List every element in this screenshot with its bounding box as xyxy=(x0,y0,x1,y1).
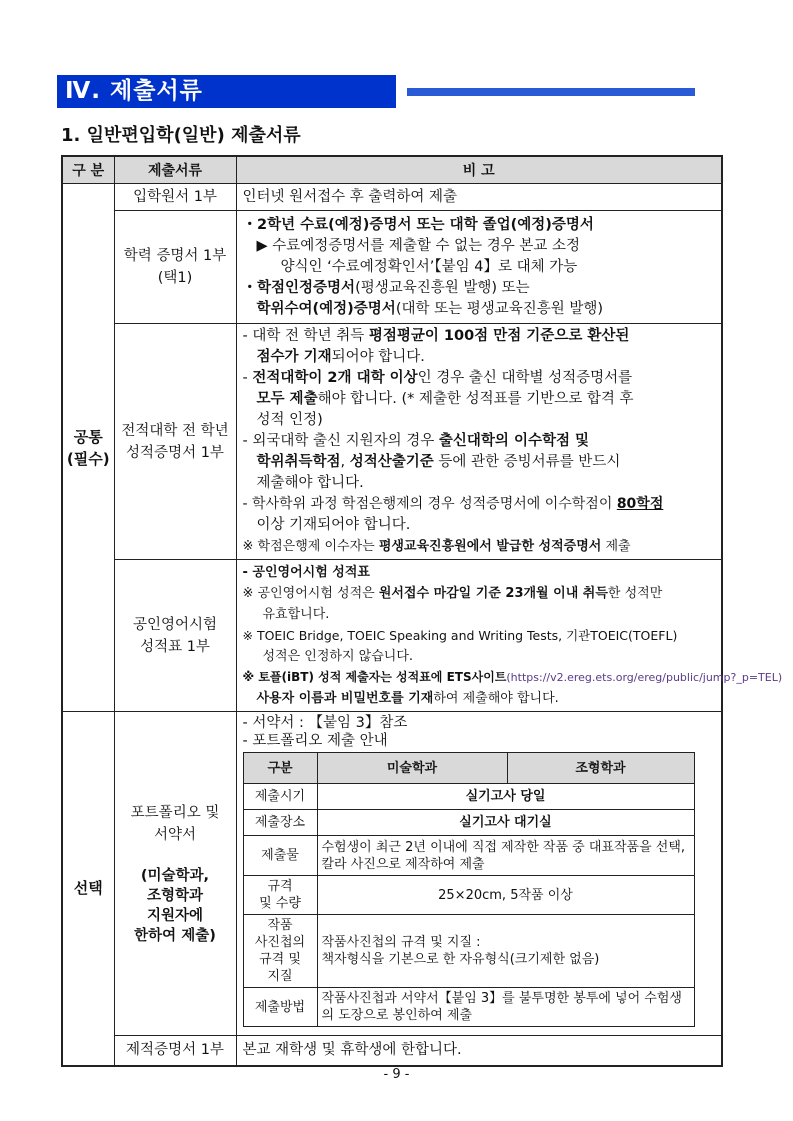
page-number: - 9 - xyxy=(383,1067,410,1082)
en-text: 유효합니다. xyxy=(262,607,330,622)
category-common: 공통 (필수) xyxy=(62,184,114,712)
portfolio-doc-note: (미술학과, 조형학과 지원자에 한하여 제출) xyxy=(134,867,216,944)
inner-label: 제출물 xyxy=(243,836,317,876)
tr-text: - 대학 전 학년 취득 xyxy=(242,328,369,344)
tr-text: 성적 인정) xyxy=(256,412,323,428)
tr-text: 평점평균이 100점 만점 기준으로 환산된 xyxy=(368,328,630,344)
inner-value: 실기고사 당일 xyxy=(317,784,694,810)
inner-value: 작품사진첩의 규격 및 지질 : 책자형식을 기본으로 한 자유형식(크기제한 없음) xyxy=(317,915,694,988)
header-remarks: 비 고 xyxy=(236,156,722,184)
inner-label: 제출장소 xyxy=(243,810,317,836)
tr-text: - 학사학위 과정 학점은행제의 경우 성적증명서에 이수학점이 xyxy=(242,496,617,512)
tr-text: - 외국대학 출신 지원자의 경우 xyxy=(242,433,439,449)
inner-value: 실기고사 대기실 xyxy=(317,810,694,836)
portfolio-doc-label: 포트폴리오 및 서약서 xyxy=(130,804,220,843)
edu-line-4b: (평생교육진흥원 발행) 또는 xyxy=(355,279,530,296)
inner-value: 25×20cm, 5작품 이상 xyxy=(317,876,694,915)
tr-text: 해야 합니다. (* 제출한 성적표를 기반으로 합격 후 xyxy=(317,391,634,407)
tr-text: ※ 학점은행제 이수자는 xyxy=(242,539,379,554)
pf-text: - 서약서 : 【붙임 3】참조 xyxy=(242,715,408,731)
doc-portfolio xyxy=(114,712,236,1036)
edu-line-1: ・2학년 수료(예정)증명서 또는 대학 졸업(예정)증명서 xyxy=(242,216,594,233)
tr-text: 모두 제출 xyxy=(256,391,318,407)
tr-text: 평생교육진흥원에서 발급한 성적증명서 xyxy=(378,539,602,554)
en-text: 한 성적만 xyxy=(607,586,663,601)
tr-text: 전적대학이 2개 대학 이상 xyxy=(252,370,418,386)
inner-label: 제출시기 xyxy=(243,784,317,810)
tr-text: 제출해야 합니다. xyxy=(256,475,364,491)
note-english xyxy=(236,560,783,712)
en-text: ※ TOEIC Bridge, TOEIC Speaking and Writing Tests, 기관TOEIC(TOEFL) xyxy=(242,628,678,643)
en-text: 원서접수 마감일 기준 23개월 이내 취득 xyxy=(378,586,608,601)
edu-line-5b: (대학 또는 평생교육진흥원 발행) xyxy=(395,300,604,317)
en-text: ※ 공인영어시험 성적은 xyxy=(242,586,379,601)
title-rule xyxy=(407,88,695,96)
edu-line-2: ▶ 수료예정증명서를 제출할 수 없는 경우 본교 소정 xyxy=(256,237,581,254)
doc-enrollment: 제적증명서 1부 xyxy=(114,1036,236,1066)
table-row xyxy=(62,712,722,1036)
tr-text: 이상 기재되어야 합니다. xyxy=(256,517,411,533)
table-row xyxy=(62,184,722,211)
note-transcript xyxy=(236,324,722,560)
en-text: 사용자 이름과 비밀번호를 기재 xyxy=(256,691,434,706)
table-row xyxy=(62,211,722,324)
inner-value: 수험생이 최근 2년 이내에 직접 제작한 작품 중 대표작품을 선택, 칼라 사진으로 제작하여 제출 xyxy=(317,836,694,876)
tr-text: 인 경우 출신 대학별 성적증명서를 xyxy=(417,370,633,386)
inner-header: 구분 xyxy=(243,753,317,784)
note-application: 인터넷 원서접수 후 출력하여 제출 xyxy=(236,184,722,211)
table-row xyxy=(62,324,722,560)
tr-text: 학위취득학점 xyxy=(256,454,341,470)
edu-line-5: 학위수여(예정)증명서 xyxy=(256,300,396,317)
doc-education: 학력 증명서 1부 (택1) xyxy=(114,211,236,324)
tr-text: - xyxy=(242,370,253,386)
inner-label: 제출방법 xyxy=(243,988,317,1027)
tr-text: 되어야 합니다. xyxy=(331,349,425,365)
note-education xyxy=(236,211,722,324)
ets-link[interactable]: (https://v2.ereg.ets.org/ereg/public/jump?_p=TEL) xyxy=(506,671,783,684)
inner-header: 미술학과 xyxy=(317,753,507,784)
en-text: ※ 토플(iBT) 성적 제출자는 성적표에 ETS사이트 xyxy=(242,670,507,684)
header-documents: 제출서류 xyxy=(114,156,236,184)
doc-application: 입학원서 1부 xyxy=(114,184,236,211)
tr-text: 성적산출기준 xyxy=(349,454,434,470)
doc-transcript: 전적대학 전 학년 성적증명서 1부 xyxy=(114,324,236,560)
table-header-row xyxy=(62,156,722,184)
inner-header: 조형학과 xyxy=(507,753,694,784)
en-text: 성적은 인정하지 않습니다. xyxy=(262,649,414,664)
inner-label: 작품 사진첩의 규격 및 지질 xyxy=(243,915,317,988)
portfolio-guide-table xyxy=(243,752,695,1027)
page-subtitle: 1. 일반편입학(일반) 제출서류 xyxy=(61,125,301,146)
en-text: - 공인영어시험 성적표 xyxy=(242,565,370,580)
documents-table xyxy=(61,155,783,1067)
table-row xyxy=(62,560,722,712)
tr-text: 출신대학의 이수학점 및 xyxy=(438,433,590,449)
tr-text: 제출 xyxy=(601,539,631,554)
inner-label: 규격 및 수량 xyxy=(243,876,317,915)
inner-value: 작품사진첩과 서약서【붙임 3】를 불투명한 봉투에 넣어 수험생의 도장으로 봉인하여 제출 xyxy=(317,988,694,1027)
pf-text: - 포트폴리오 제출 안내 xyxy=(242,733,388,749)
note-enrollment: 본교 재학생 및 휴학생에 한합니다. xyxy=(236,1036,722,1066)
note-portfolio xyxy=(236,712,722,1036)
tr-text: 80학점 xyxy=(616,496,664,512)
category-elective: 선택 xyxy=(62,712,114,1066)
edu-line-4: ・학점인정증명서 xyxy=(242,279,356,296)
tr-text: , xyxy=(340,454,350,470)
tr-text: 등에 관한 증빙서류를 반드시 xyxy=(433,454,621,470)
en-text: 하여 제출해야 합니다. xyxy=(433,691,559,706)
tr-text: 점수가 기재 xyxy=(256,349,332,365)
edu-line-3: 양식인 ‘수료예정확인서’【붙임 4】로 대체 가능 xyxy=(280,258,578,275)
doc-english: 공인영어시험 성적표 1부 xyxy=(114,560,236,712)
section-title: Ⅳ. 제출서류 xyxy=(57,75,396,108)
header-category: 구 분 xyxy=(62,156,114,184)
table-row xyxy=(62,1036,722,1066)
